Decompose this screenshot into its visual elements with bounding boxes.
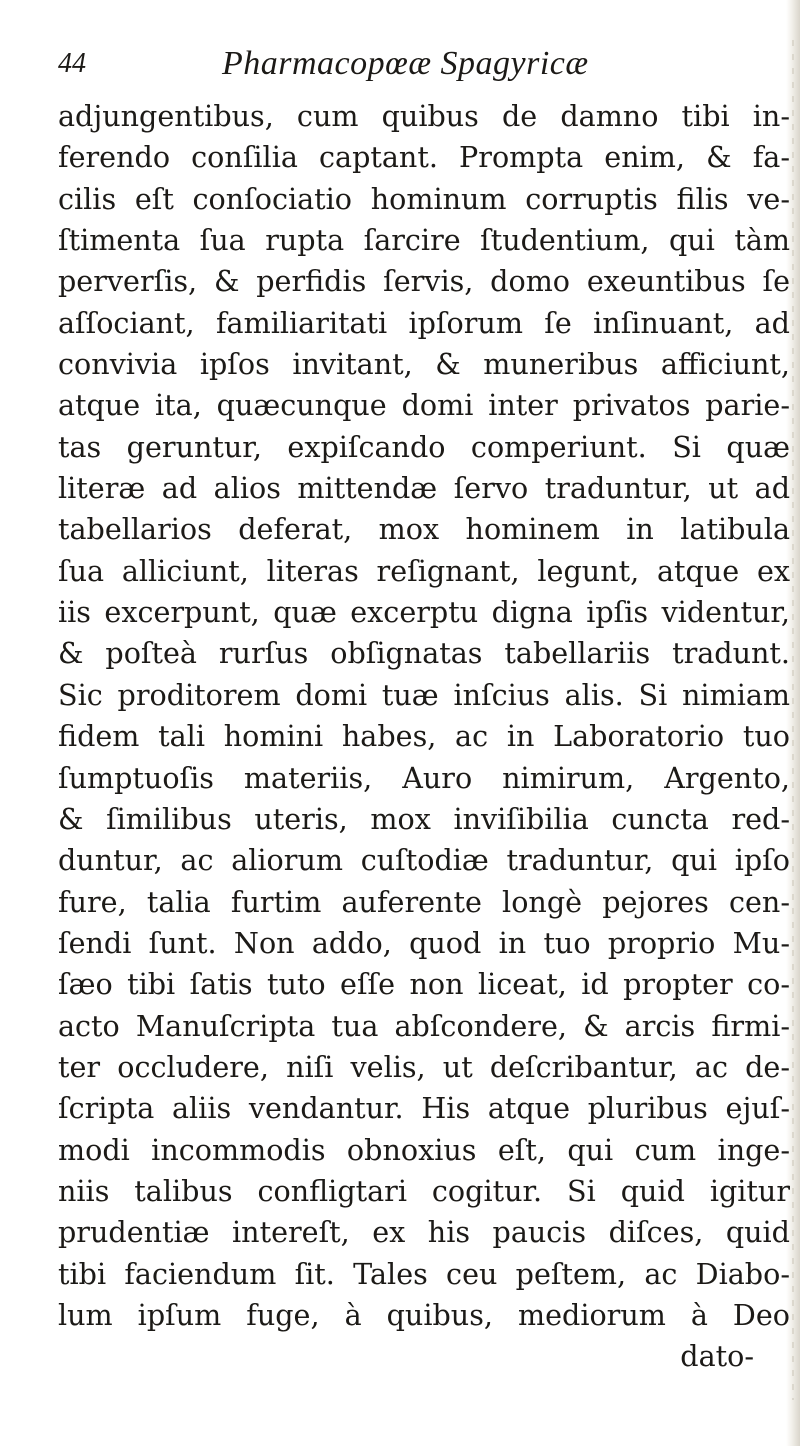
page-number: 44: [58, 48, 86, 79]
text-line: modi incommodis obnoxius eſt, qui cum inge-: [58, 1132, 790, 1167]
text-line: cilis eſt conſociatio hominum corruptis filis ve-: [58, 181, 790, 216]
text-line: iis excerpunt, quæ excerptu digna ipſis videntur,: [58, 595, 790, 630]
text-line: & poſteà rurſus obſignatas tabellariis tradunt.: [58, 636, 790, 671]
text-line: ſtimenta ſua rupta ſarcire ſtudentium, qui tàm: [58, 223, 790, 258]
text-line: tas geruntur, expiſcando comperiunt. Si quæ: [58, 429, 790, 464]
text-line: fure, talia furtim auferente longè pejores cen-: [58, 884, 790, 919]
text-line: convivia ipſos invitant, & muneribus afficiunt,: [58, 347, 790, 382]
text-line: prudentiæ intereſt, ex his paucis diſces, quid: [58, 1215, 790, 1250]
text-line: ter occludere, niſi velis, ut deſcribantur, ac de-: [58, 1049, 790, 1084]
text-line: ſcripta aliis vendantur. His atque pluribus ejuſ-: [58, 1091, 790, 1126]
text-line: ſæo tibi ſatis tuto eſſe non liceat, id propter co-: [58, 967, 790, 1002]
text-line: tibi faciendum ſit. Tales ceu peſtem, ac Diabo-: [58, 1256, 790, 1291]
text-line: niis talibus confligtari cogitur. Si quid igitur: [58, 1173, 790, 1208]
text-line: tabellarios deferat, mox hominem in latibula: [58, 512, 790, 547]
text-line: duntur, ac aliorum cuſtodiæ traduntur, qui ipſo: [58, 843, 790, 878]
text-line: ſumptuoſis materiis, Auro nimirum, Argento,: [58, 760, 790, 795]
text-line: literæ ad alios mittendæ ſervo traduntur, ut ad: [58, 471, 790, 506]
text-line: atque ita, quæcunque domi inter privatos parie-: [58, 388, 790, 423]
text-line: lum ipſum fuge, à quibus, mediorum à Deo: [58, 1297, 790, 1332]
text-line: aſſociant, familiaritati ipſorum ſe inſinuant, ad: [58, 305, 790, 340]
text-line: ſendi ſunt. Non addo, quod in tuo proprio Mu-: [58, 925, 790, 960]
text-line: perverſis, & perfidis ſervis, domo exeuntibus ſe: [58, 264, 790, 299]
catchword: dato-: [680, 1339, 754, 1374]
text-line: & ſimilibus uteris, mox inviſibilia cuncta red-: [58, 801, 790, 836]
text-line: ſua alliciunt, literas reſignant, legunt, atque ex: [58, 553, 790, 588]
text-line: acto Manuſcripta tua abſcondere, & arcis firmi-: [58, 1008, 790, 1043]
page-header: [58, 44, 758, 88]
text-line: fidem tali homini habes, ac in Laboratorio tuo: [58, 719, 790, 754]
text-line: Sic proditorem domi tuæ inſcius alis. Si nimiam: [58, 677, 790, 712]
text-line: ferendo conſilia captant. Prompta enim, & fa-: [58, 140, 790, 175]
text-line: adjungentibus, cum quibus de damno tibi in-: [58, 99, 790, 133]
running-title: Pharmacopœæ Spagyricæ: [222, 45, 589, 82]
body-text: [58, 96, 790, 1378]
